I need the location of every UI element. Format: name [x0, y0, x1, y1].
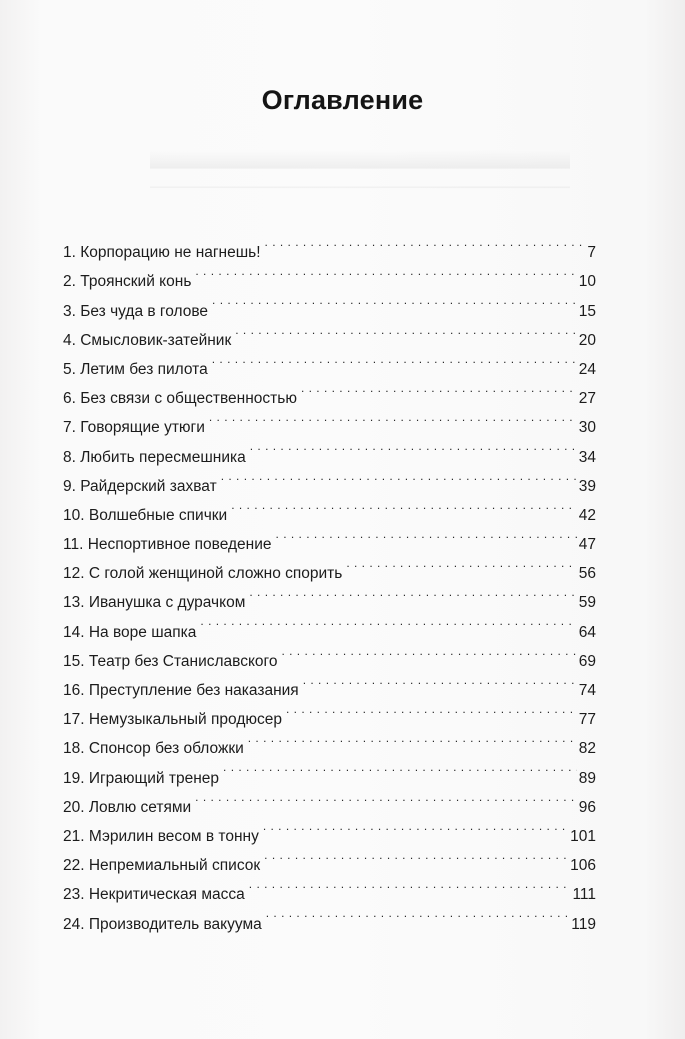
- dot-leader: [265, 228, 586, 257]
- toc-entry-title: 24. Производитель вакуума: [63, 915, 262, 933]
- toc-entry-title: 18. Спонсор без обложки: [63, 740, 244, 758]
- dot-leader: [276, 520, 577, 549]
- toc-entry-page-number: 30: [578, 419, 596, 437]
- toc-entry-title: 4. Смысловик-затейник: [63, 331, 232, 349]
- toc-entry-title: 15. Театр без Станиславского: [63, 652, 278, 670]
- toc-entry-title: 8. Любить пересмешника: [63, 448, 246, 466]
- dot-leader: [212, 286, 577, 315]
- dot-leader: [249, 870, 571, 899]
- toc-entry-title: 20. Ловлю сетями: [63, 798, 192, 816]
- toc-entry-page-number: 47: [578, 536, 596, 554]
- dot-leader: [266, 899, 570, 928]
- toc-entry-page-number: 111: [572, 886, 596, 904]
- toc-entry-page-number: 96: [578, 798, 596, 816]
- toc-entry-title: 11. Неспортивное поведение: [63, 536, 272, 554]
- dot-leader: [235, 316, 577, 345]
- toc-entry-title: 1. Корпорацию не нагнешь!: [63, 244, 261, 262]
- dot-leader: [346, 549, 576, 578]
- toc-entry: [63, 228, 596, 262]
- dot-leader: [301, 374, 577, 403]
- toc-entry-page-number: 20: [578, 331, 596, 349]
- toc-entry-page-number: 64: [578, 623, 596, 641]
- toc-entry-page-number: 74: [578, 682, 596, 699]
- dot-leader: [221, 462, 577, 491]
- toc-entry-title: 13. Иванушка с дурачком: [63, 594, 246, 612]
- toc-entry-page-number: 101: [570, 827, 596, 845]
- toc-entry-title: 21. Мэрилин весом в тонну: [63, 827, 259, 845]
- dot-leader: [264, 841, 568, 870]
- toc-entry-title: 14. На воре шапка: [63, 623, 197, 641]
- toc-entry-title: 7. Говорящие утюги: [63, 419, 205, 437]
- toc-entry-title: 16. Преступление без наказания: [63, 682, 299, 699]
- toc-entry-title: 12. С голой женщиной сложно спорить: [63, 565, 343, 583]
- dot-leader: [286, 695, 577, 724]
- dot-leader: [195, 257, 576, 286]
- toc-entry-title: 22. Непремиальный список: [63, 857, 261, 875]
- toc-entry-page-number: 27: [578, 390, 596, 408]
- toc-entry-page-number: 89: [578, 769, 596, 787]
- toc-entry-title: 2. Троянский конь: [63, 273, 192, 291]
- toc-entry-title: 23. Некритическая масса: [63, 886, 245, 904]
- toc-entry-title: 19. Играющий тренер: [63, 769, 220, 787]
- dot-leader: [223, 753, 577, 782]
- toc-entry-page-number: 7: [587, 244, 596, 262]
- toc-entry-page-number: 10: [578, 273, 596, 291]
- toc-entry-page-number: 106: [570, 857, 596, 875]
- dot-leader: [248, 724, 577, 753]
- toc-entry-page-number: 77: [578, 711, 596, 729]
- dot-leader: [263, 812, 568, 841]
- toc-entry-title: 3. Без чуда в голове: [63, 302, 209, 320]
- toc-entry-title: 17. Немузыкальный продюсер: [63, 711, 282, 729]
- toc-entry-page-number: 56: [578, 565, 596, 583]
- table-of-contents: [63, 228, 596, 933]
- dot-leader: [281, 637, 576, 666]
- toc-entry-page-number: 69: [578, 652, 596, 670]
- dot-leader: [231, 491, 577, 520]
- dot-leader: [209, 403, 577, 432]
- dot-leader: [200, 607, 576, 636]
- toc-entry-page-number: 24: [578, 360, 596, 378]
- toc-entry-page-number: 15: [578, 302, 596, 320]
- toc-entry-page-number: 59: [578, 594, 596, 612]
- toc-entry-title: 6. Без связи с общественностью: [63, 390, 297, 408]
- dot-leader: [250, 432, 577, 461]
- page-title: Оглавление: [261, 85, 424, 115]
- toc-entry-page-number: 39: [578, 477, 596, 495]
- toc-entry-page-number: 82: [578, 740, 596, 758]
- toc-entry-title: 9. Райдерский захват: [63, 477, 217, 495]
- dot-leader: [212, 345, 577, 374]
- toc-entry-page-number: 42: [578, 506, 596, 524]
- toc-entry-title: 5. Летим без пилота: [63, 360, 208, 378]
- toc-entry-page-number: 119: [571, 915, 596, 933]
- toc-entry-title: 10. Волшебные спички: [63, 506, 228, 524]
- dot-leader: [303, 666, 577, 695]
- toc-entry-page-number: 34: [578, 448, 596, 466]
- bleed-through-shadow: [150, 150, 570, 210]
- dot-leader: [249, 578, 576, 607]
- dot-leader: [195, 783, 577, 812]
